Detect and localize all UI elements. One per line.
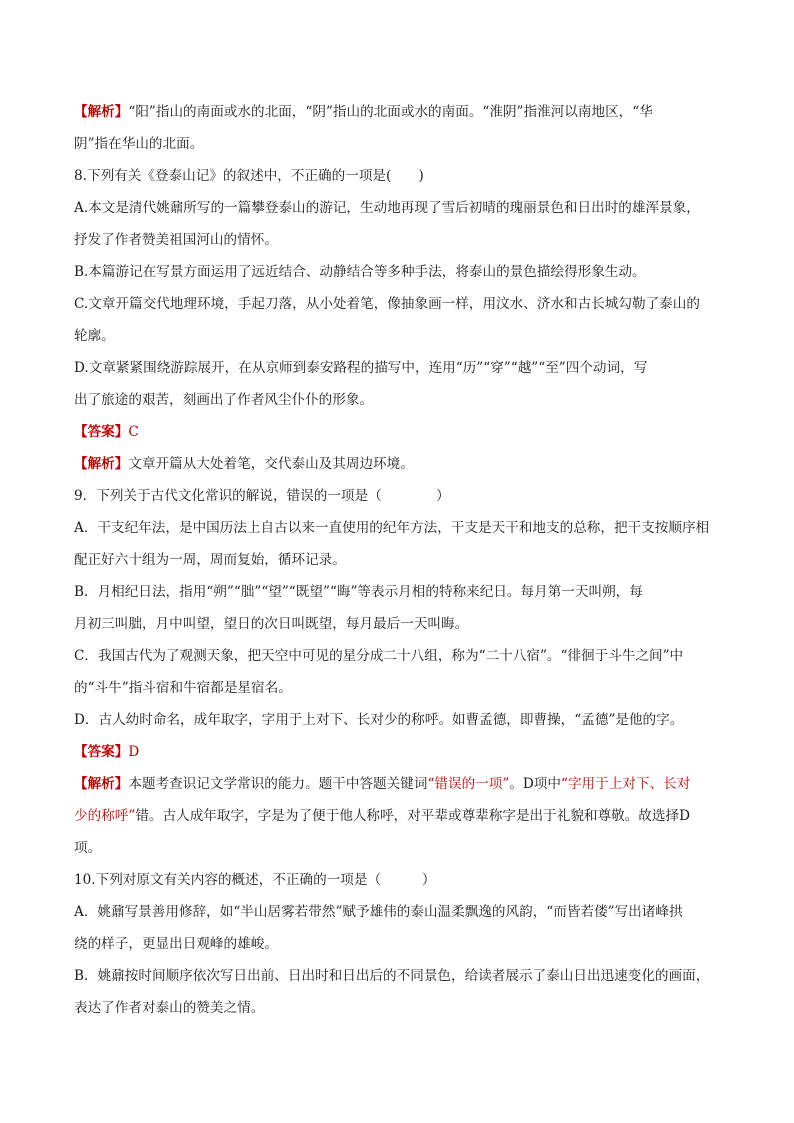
question-8-stem: 8.下列有关《登泰山记》的叙述中，不正确的一项是( ) (74, 168, 424, 184)
question-8-option-c: C.文章开篇交代地理环境，手起刀落，从小处着笔，像抽象画一样，用汶水、济水和古长城勾勒了泰山的 (74, 296, 700, 312)
answer-value: D (128, 744, 140, 760)
question-9-option-b: B．月相纪日法，指用“朔”“朏”“望”“既望”“晦”等表示月相的特称来纪日。每月第一天叫朔，每 (74, 584, 643, 600)
question-10-stem: 10.下列对原文有关内容的概述，不正确的一项是（ ） (74, 872, 436, 888)
answer-8 (74, 424, 722, 440)
analysis-label: 【解析】 (74, 776, 129, 792)
analysis-line-2: 阴”指在华山的北面。 (74, 136, 204, 152)
analysis-label: 【解析】 (74, 104, 129, 120)
analysis-9-line-2: 少的称呼”错。古人成年取字，字是为了便于他人称呼，对平辈或尊辈称字是出于礼貌和尊敬。故选择D (74, 808, 690, 824)
answer-label: 【答案】 (74, 424, 129, 440)
question-9-option-a-cont: 配正好六十组为一周，周而复始，循环记录。 (74, 552, 346, 568)
highlight-keyword: “错误的一项” (427, 776, 510, 792)
answer-value: C (128, 424, 139, 440)
question-9-option-a: A．干支纪年法，是中国历法上自古以来一直使用的纪年方法，干支是天干和地支的总称，把干支按顺序相 (74, 520, 710, 536)
question-10-option-a-cont: 绕的样子，更显出日观峰的雄峻。 (74, 936, 278, 952)
highlight-quote-cont: 少的称呼” (74, 808, 136, 824)
analysis-line-1: 【解析】“阳”指山的南面或水的北面，“阴”指山的北面或水的南面。“淮阴”指淮河以南地区，“华 (74, 104, 653, 120)
question-8-option-d: D.文章紧紧围绕游踪展开，在从京师到泰安路程的描写中，连用“历”“穿”“越”“至”四个动词，写 (74, 360, 648, 376)
question-8-option-a-cont: 抒发了作者赞美祖国河山的情怀。 (74, 232, 278, 248)
question-8-option-b: B.本篇游记在写景方面运用了远近结合、动静结合等多种手法，将泰山的景色描绘得形象生动。 (74, 264, 646, 280)
question-10-option-b-cont: 表达了作者对泰山的赞美之情。 (74, 1000, 265, 1016)
question-8-option-c-cont: 轮廓。 (74, 328, 115, 344)
highlight-quote: “字用于上对下、长对 (561, 776, 691, 792)
question-10-option-a: A．姚鼐写景善用修辞，如“半山居雾若带然”赋予雄伟的泰山温柔飘逸的风韵，“而皆若偻”写出诸峰拱 (74, 904, 683, 920)
question-9-option-d: D．古人幼时命名，成年取字，字用于上对下、长对少的称呼。如曹孟德，即曹操，“孟德”是他的字。 (74, 712, 684, 728)
question-9-option-c: C．我国古代为了观测天象，把天空中可见的星分成二十八组，称为“二十八宿”。“徘徊于斗牛之间”中 (74, 648, 684, 664)
analysis-9-line-3: 项。 (74, 840, 102, 856)
question-8-option-d-cont: 出了旅途的艰苦，刻画出了作者风尘仆仆的形象。 (74, 392, 374, 408)
analysis-8: 【解析】文章开篇从大处着笔，交代泰山及其周边环境。 (74, 456, 414, 472)
question-10-option-b: B．姚鼐按时间顺序依次写日出前、日出时和日出后的不同景色，给读者展示了泰山日出迅速变化的画面， (74, 968, 710, 984)
answer-label: 【答案】 (74, 744, 129, 760)
question-9-option-b-cont: 月初三叫朏，月中叫望，望日的次日叫既望，每月最后一天叫晦。 (74, 616, 469, 632)
question-8-option-a: A.本文是清代姚鼐所写的一篇攀登泰山的游记，生动地再现了雪后初晴的瑰丽景色和日出时的雄浑景象， (74, 200, 700, 216)
question-9-option-c-cont: 的“斗牛”指斗宿和牛宿都是星宿名。 (74, 680, 292, 696)
question-9-stem: 9．下列关于古代文化常识的解说，错误的一项是（ ） (74, 488, 450, 504)
analysis-label: 【解析】 (74, 456, 129, 472)
answer-9 (74, 744, 722, 760)
analysis-9-line-1: 【解析】本题考查识记文学常识的能力。题干中答题关键词“错误的一项”。D项中“字用于上对下、长对 (74, 776, 691, 792)
